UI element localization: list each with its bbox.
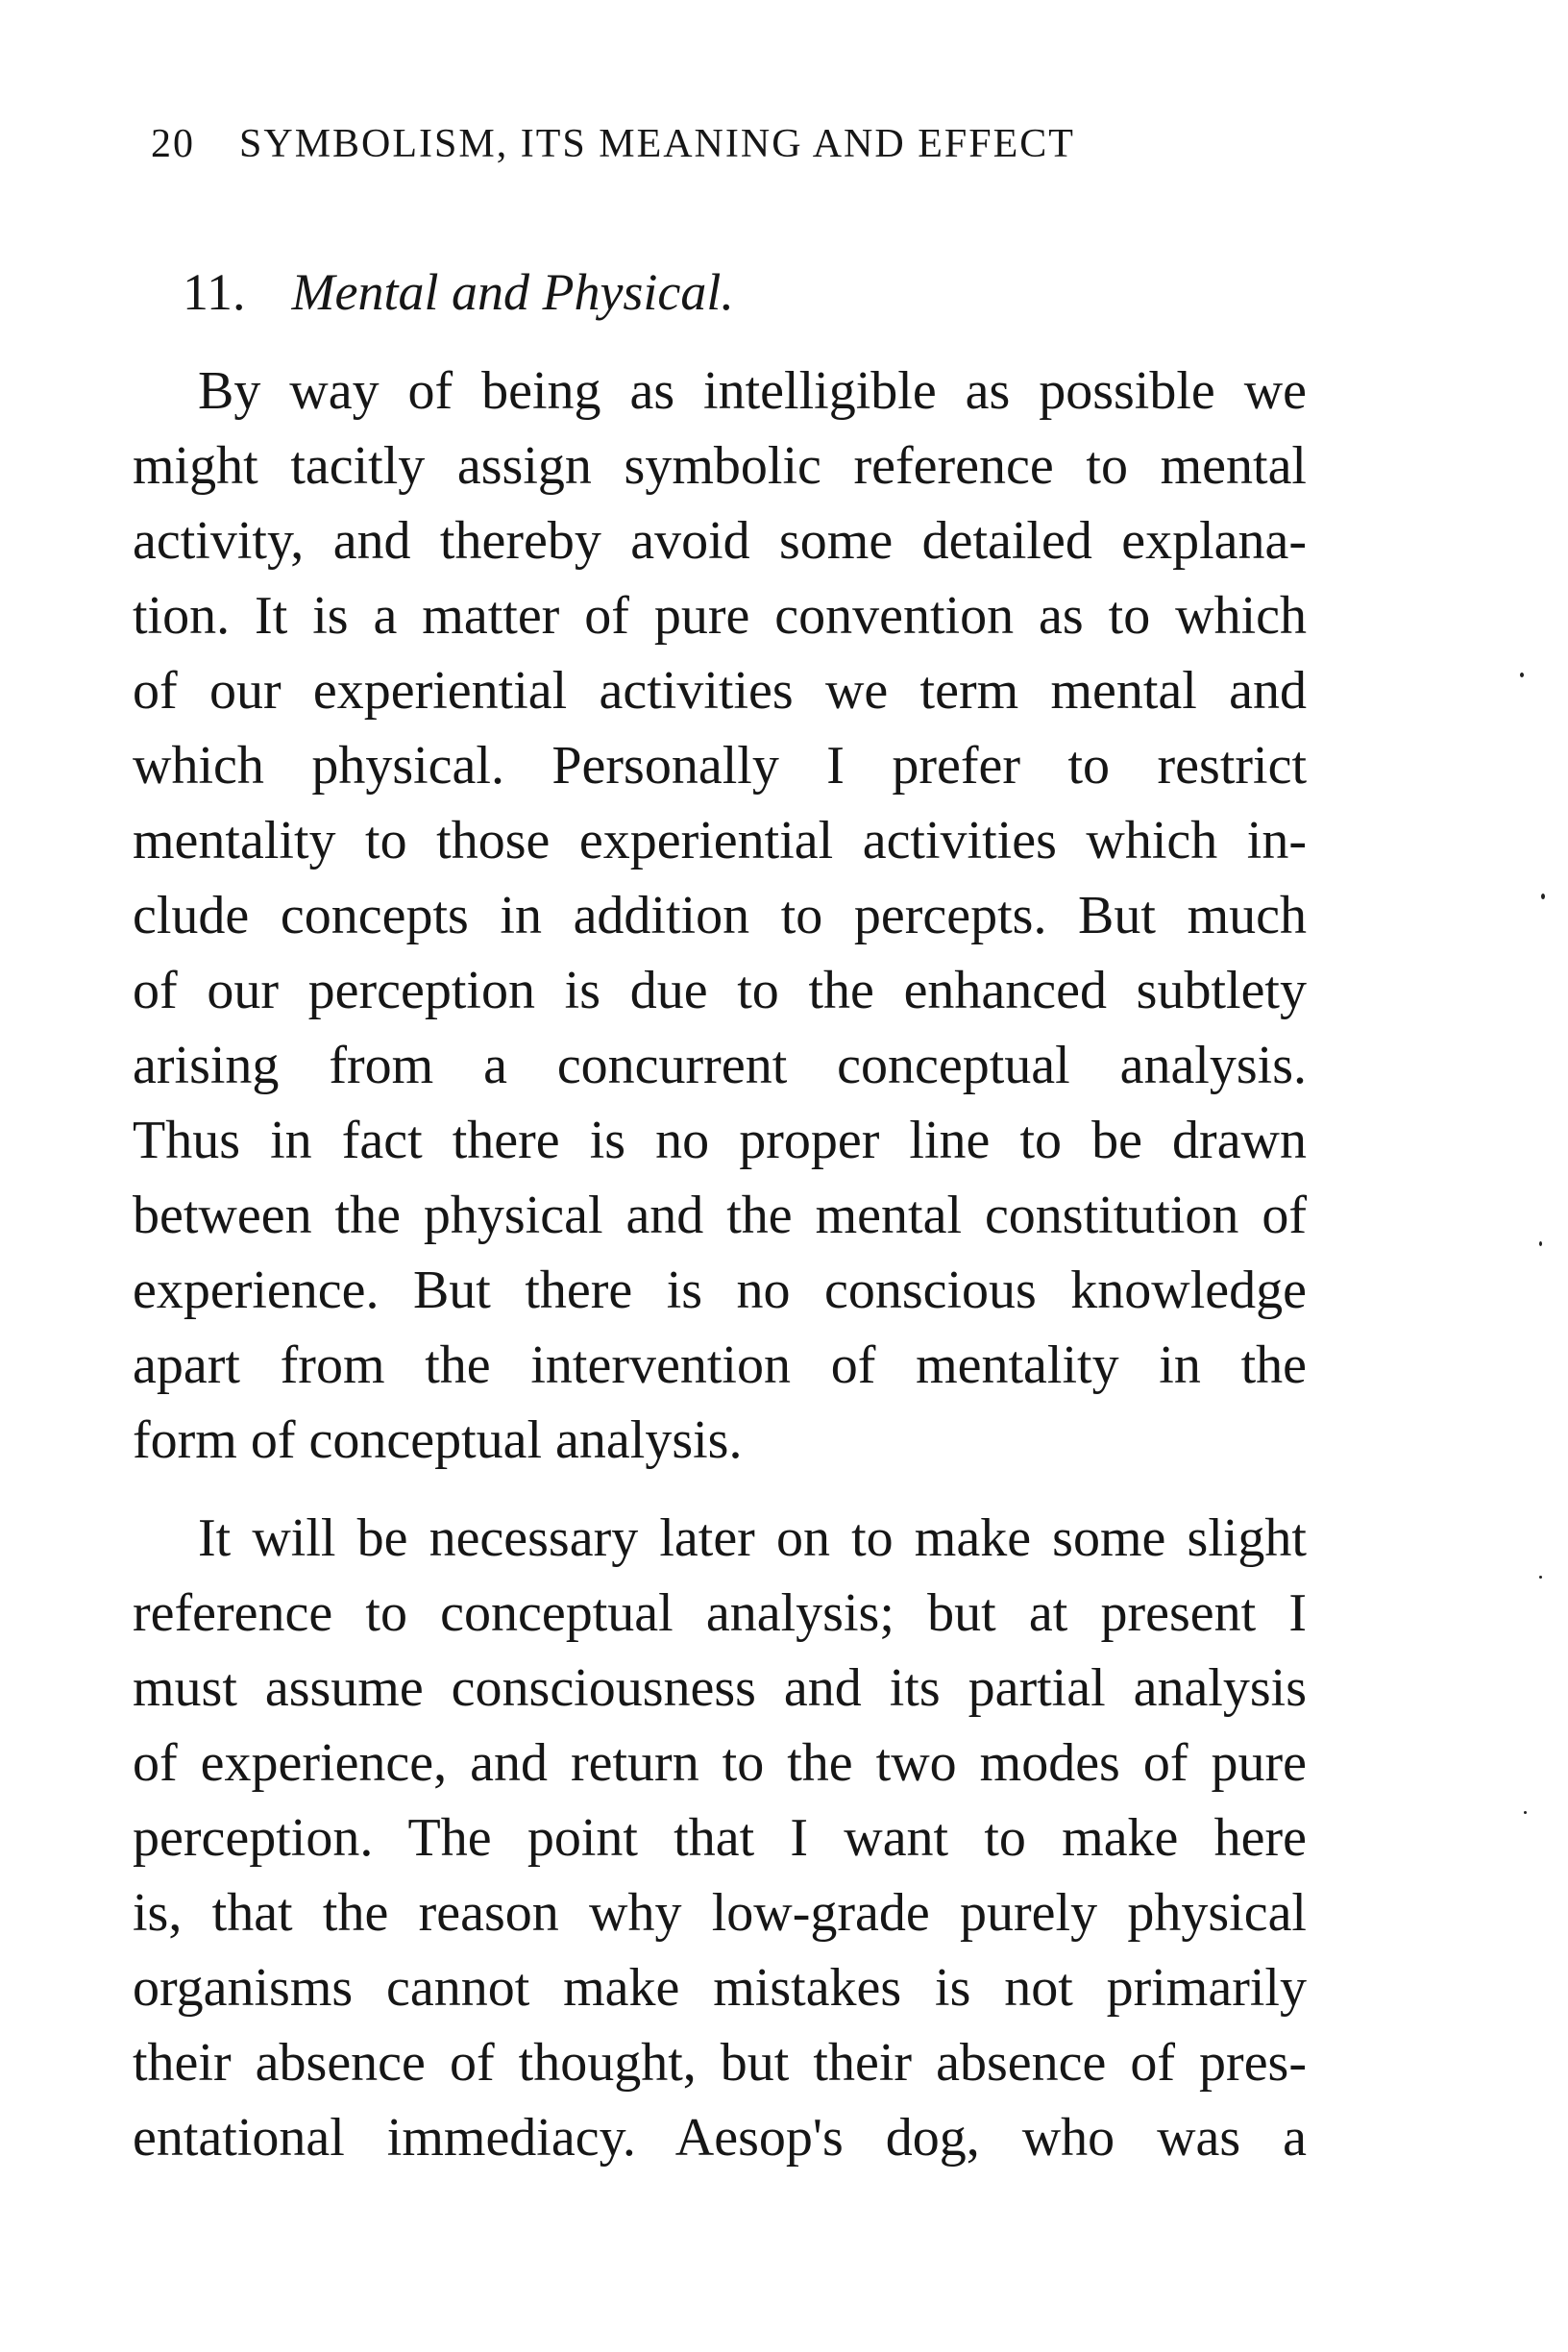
scan-speck	[1524, 1811, 1527, 1814]
text-line: Thus in fact there is no proper line to be drawn	[133, 1111, 1307, 1170]
running-head-title: SYMBOLISM, ITS MEANING AND EFFECT	[239, 122, 1075, 166]
paragraph-2	[133, 1501, 1307, 2175]
text-line: clude concepts in addition to percepts. But much	[133, 886, 1307, 945]
section-number: 11.	[183, 263, 246, 321]
text-line: of our perception is due to the enhanced subtlety	[133, 961, 1307, 1020]
text-line: mentality to those experiential activities which in-	[133, 811, 1307, 870]
text-line: perception. The point that I want to make here	[133, 1808, 1307, 1868]
text-line: of our experiential activities we term mental and	[133, 661, 1307, 721]
text-line: form of conceptual analysis.	[133, 1410, 743, 1470]
page-number: 20	[151, 122, 195, 166]
scan-speck	[1539, 1576, 1542, 1579]
running-head	[151, 115, 1304, 173]
text-line: experience. But there is no conscious knowledge	[133, 1261, 1307, 1320]
text-line: is, that the reason why low-grade purely physical	[133, 1883, 1307, 1943]
text-line: It will be necessary later on to make some slight	[198, 1508, 1307, 1568]
text-line: activity, and thereby avoid some detailed explana-	[133, 511, 1307, 571]
section-heading	[183, 254, 734, 331]
scan-speck	[1541, 894, 1545, 899]
scan-speck	[1539, 1241, 1542, 1246]
scan-speck	[1520, 673, 1524, 677]
text-line: tion. It is a matter of pure convention as to which	[133, 586, 1307, 646]
text-line: apart from the intervention of mentality in the	[133, 1335, 1307, 1395]
text-line: might tacitly assign symbolic reference to mental	[133, 436, 1307, 496]
text-line: entational immediacy. Aesop's dog, who was a	[133, 2108, 1307, 2168]
text-line: their absence of thought, but their absence of pres-	[133, 2033, 1307, 2093]
text-line: must assume consciousness and its partial analysis	[133, 1658, 1307, 1718]
text-line: of experience, and return to the two modes of pure	[133, 1733, 1307, 1793]
text-line: organisms cannot make mistakes is not primarily	[133, 1958, 1307, 2018]
text-line: By way of being as intelligible as possible we	[198, 361, 1307, 421]
text-line: which physical. Personally I prefer to restrict	[133, 736, 1307, 796]
text-line: between the physical and the mental constitution of	[133, 1186, 1307, 1245]
paragraph-1	[133, 354, 1307, 1478]
text-line: reference to conceptual analysis; but at present I	[133, 1583, 1307, 1643]
text-line: arising from a concurrent conceptual analysis.	[133, 1036, 1307, 1095]
section-title: Mental and Physical.	[291, 263, 734, 321]
